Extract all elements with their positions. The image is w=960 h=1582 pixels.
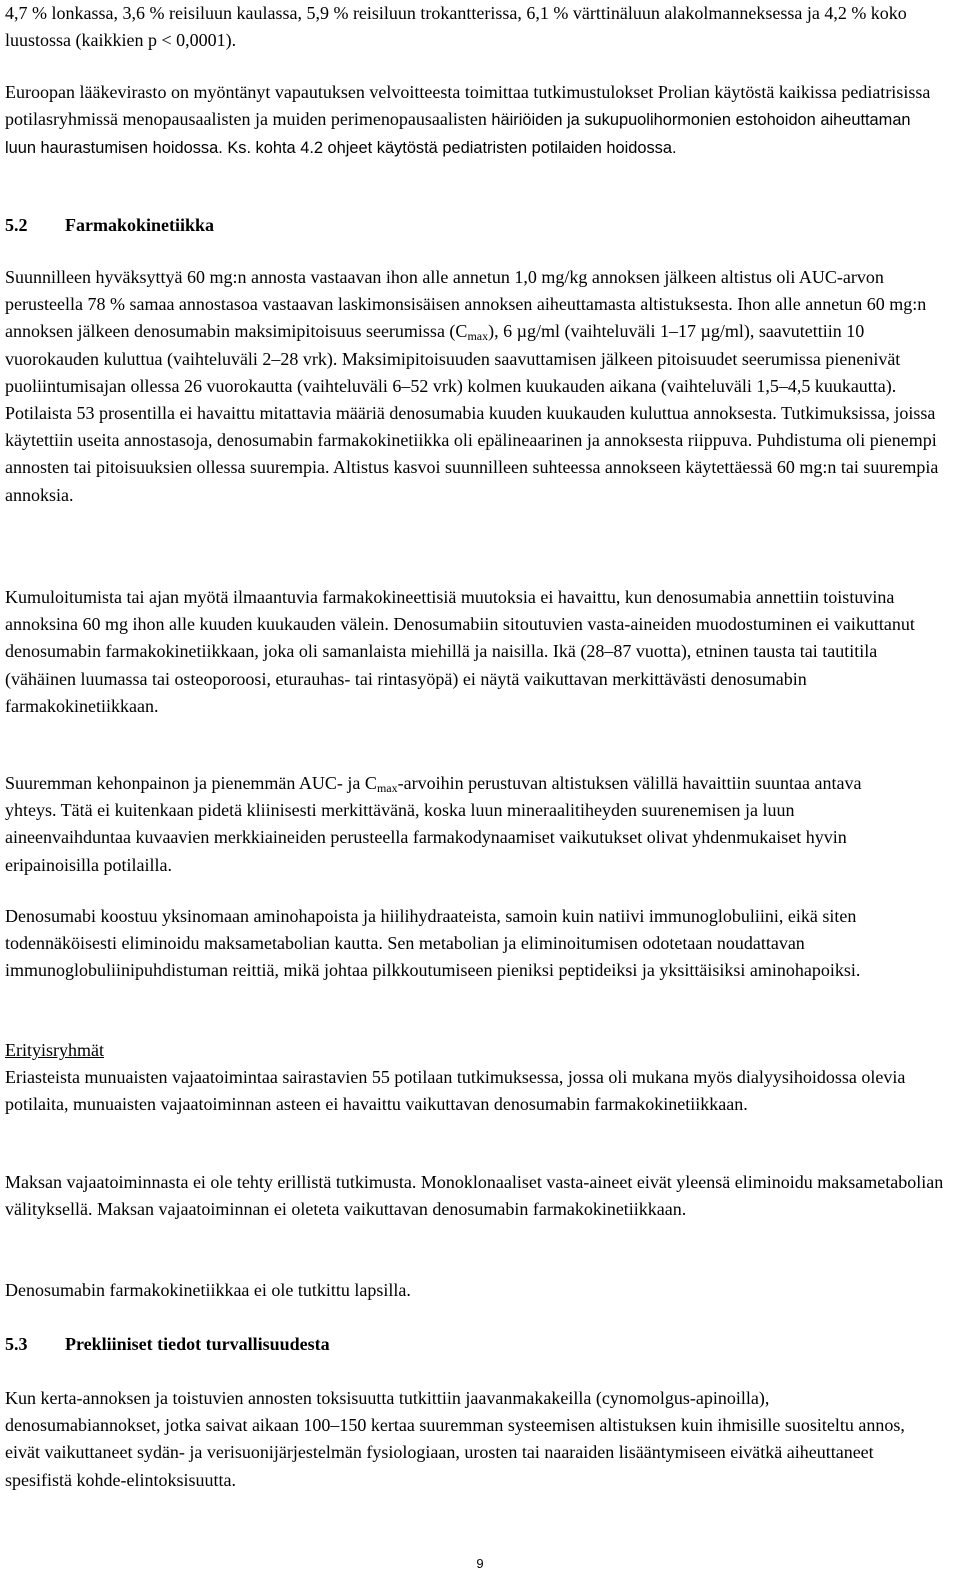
- paragraph-text: Maksan vajaatoiminnasta ei ole tehty erillistä tutkimusta. Monoklonaaliset vasta-aineet eivät yleensä eliminoidu maksametabolian välityksellä. Maksan vajaatoiminnan ei oleteta vaikuttavan denosumabin farmakokinetiikkaan.: [5, 1172, 944, 1220]
- section-number: 5.2: [5, 215, 28, 235]
- section-heading-5-2: [5, 212, 214, 239]
- paragraph-text: ), 6 µg/ml (vaihteluväli 1–17 µg/ml), saavutettiin 10 vuorokauden kuluttua (vaihteluväli 2–28 vrk). Maksimipitoisuuden saavuttamisen jälkeen pitoisuudet seerumissa pienenivät puoliintumisajan ollessa 26 vuorokautta (vaihteluväli 6–52 vrk) kolmen kuukauden aikana (vaihteluväli 1,5–4,5 kuukautta). Potilaista 53 prosentilla ei havaittu mitattavia määriä denosumabia kuuden kuukauden kuluttua annoksesta. Tutkimuksissa, joissa käytettiin useita annostasoja, denosumabin farmakokinetiikka oli epälineaarinen ja annoksesta riippuva. Puhdistuma oli pienempi annosten tai pitoisuuksien ollessa suurempia. Altistus kasvoi suunnilleen suhteessa annokseen käytettäessä 60 mg:n tai suurempia annoksia.: [5, 321, 939, 505]
- paragraph-preclinical: [5, 1385, 910, 1494]
- section-heading-5-3: [5, 1331, 330, 1358]
- paragraph-text: Denosumabin farmakokinetiikkaa ei ole tutkittu lapsilla.: [5, 1280, 411, 1300]
- paragraph-text: -arvoihin perustuvan altistuksen välillä havaittiin suuntaa antava yhteys. Tätä ei kuitenkaan pidetä kliinisesti merkittävänä, koska luun mineraalitiheyden suurenemisen ja luun aineenvaihduntaa kuvaavien merkkiaineiden perusteella farmakodynaamiset vaikutukset olivat yhdenmukaiset hyvin eripainoisilla potilailla.: [5, 773, 862, 875]
- paragraph-renal: [5, 1064, 947, 1118]
- paragraph-text: Suunnilleen hyväksyttyä 60 mg:n annosta vastaavan ihon alle annetun 1,0 mg/kg annoksen jälkeen altistus oli AUC-arvon perusteella 78 % samaa annostasoa vastaavan laskimonsisäisen annoksen aiheuttamasta altistuksesta. Ihon alle annetun 60 mg:n annoksen jälkeen denosumabin maksimipitoisuus seerumissa (C: [5, 267, 927, 342]
- paragraph-pediatric-waiver: [5, 79, 937, 163]
- paragraph-absorption: [5, 264, 947, 509]
- paragraph-text: Suuremman kehonpainon ja pienemmän AUC- ja C: [5, 773, 377, 793]
- paragraph-text: Eriasteista munuaisten vajaatoimintaa sairastavien 55 potilaan tutkimuksessa, jossa oli mukana myös dialyysihoidossa olevia potilaita, munuaisten vajaatoiminnan asteen ei havaittu vaikuttavan denosumabin farmakokinetiikkaan.: [5, 1067, 906, 1115]
- paragraph-text: 4,7 % lonkassa, 3,6 % reisiluun kaulassa, 5,9 % reisiluun trokantterissa, 6,1 % värttinäluun alakolmanneksessa ja 4,2 % koko luustossa (kaikkien p < 0,0001).: [5, 3, 907, 51]
- paragraph-hepatic: [5, 1169, 947, 1223]
- subscript: max: [376, 781, 398, 795]
- paragraph-body-weight: [5, 770, 895, 879]
- paragraph-text: Denosumabi koostuu yksinomaan aminohapoista ja hiilihydraateista, samoin kuin natiivi immunoglobuliini, eikä siten todennäköisesti eliminoidu maksametabolian kautta. Sen metabolian ja eliminoitumisen odotetaan noudattavan immunoglobuliinipuhdistuman reittiä, mikä johtaa pilkkoutumiseen pieniksi peptideiksi ja yksittäisiksi aminohapoiksi.: [5, 906, 861, 981]
- paragraph-text: Kun kerta-annoksen ja toistuvien annosten toksisuutta tutkittiin jaavanmakakeilla (cynomolgus-apinoilla), denosumabiannokset, jotka saivat aikaan 100–150 kertaa suuremman systeemisen altistuksen kuin ihmisille suositeltu annos, eivät vaikuttaneet sydän- ja verisuonijärjestelmän fysiologiaan, urosten tai naaraiden lisääntymiseen eivätkä aiheuttaneet spesifistä kohde-elintoksisuutta.: [5, 1388, 905, 1490]
- paragraph-text: Euroopan lääkevirasto on myöntänyt vapautuksen velvoitteesta toimittaa tutkimustulokset Prolian käytöstä kaikissa pediatrisissa potilasryhmissä menopausaalisten ja muiden perimenopausaalisten: [5, 82, 931, 130]
- subscript: max: [467, 329, 489, 344]
- subheading-special-populations: [5, 1037, 104, 1064]
- paragraph-elimination: [5, 903, 940, 985]
- paragraph-text: Kumuloitumista tai ajan myötä ilmaantuvia farmakokineettisiä muutoksia ei havaittu, kun denosumabia annettiin toistuvina annoksina 60 mg ihon alle kuuden kuukauden välein. Denosumabiin sitoutuvien vasta-aineiden muodostuminen ei vaikuttanut denosumabin farmakokinetiikkaan, joka oli samanlaista miehillä ja naisilla. Ikä (28–87 vuotta), etninen tausta tai tautitila (vähäinen luumassa tai osteoporoosi, eturauhas- tai rintasyöpä) ei näytä vaikuttavan merkittävästi denosumabin farmakokinetiikkaan.: [5, 587, 915, 716]
- page-number: 9: [476, 1556, 484, 1571]
- section-number: 5.3: [5, 1334, 28, 1354]
- section-title: Prekliiniset tiedot turvallisuudesta: [65, 1334, 330, 1354]
- paragraph-text-sans: häiriöiden ja sukupuolihormonien estohoidon aiheuttaman luun haurastumisen hoidossa. Ks. kohta 4.2 ohjeet käytöstä pediatristen potilaiden hoidossa.: [5, 111, 911, 158]
- paragraph-bmd-results: [5, 0, 935, 54]
- paragraph-pediatric-pk: [5, 1277, 411, 1304]
- paragraph-accumulation: [5, 584, 947, 720]
- section-title: Farmakokinetiikka: [65, 215, 215, 235]
- subheading-text: Erityisryhmät: [5, 1040, 104, 1060]
